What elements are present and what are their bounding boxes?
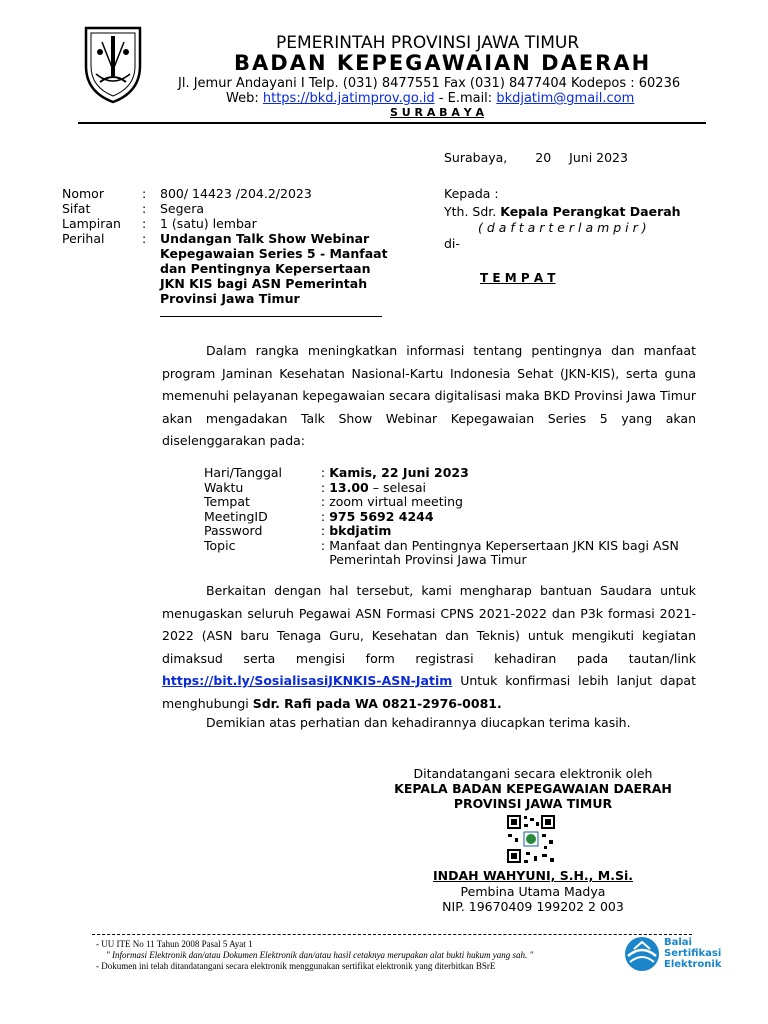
contact-person: Sdr. Rafi pada WA 0821-2976-0081. <box>252 695 502 711</box>
paragraph-request <box>162 580 696 715</box>
detail-row: Topic : Manfaat dan Pentingnya Kepersertaan JKN KIS bagi ASN Pemerintah Provinsi Jawa Timur <box>204 539 684 568</box>
email-label: - E.mail: <box>434 91 497 106</box>
meta-label: Nomor <box>62 186 104 201</box>
signatory-nip: NIP. 19670409 199202 2 003 <box>442 899 624 914</box>
recipient-kepada: Kepada : <box>444 186 499 201</box>
signature-title2: PROVINSI JAWA TIMUR <box>453 796 613 811</box>
web-link[interactable]: https://bkd.jatimprov.go.id <box>262 91 435 106</box>
recipient-di: di- <box>444 236 460 251</box>
meta-label: Perihal <box>62 231 105 246</box>
signature-block <box>380 766 686 811</box>
detail-row: MeetingID : 975 5692 4244 <box>204 510 684 525</box>
signatory-rank: Pembina Utama Madya <box>460 883 606 899</box>
footer-rule <box>92 934 692 935</box>
recipient-name: Kepala Perangkat Daerah <box>500 204 681 219</box>
detail-value: zoom virtual meeting <box>329 494 463 509</box>
yth-label: Yth. Sdr. <box>444 204 497 219</box>
bsre-logo <box>622 934 732 974</box>
detail-suffix: – selesai <box>368 479 426 495</box>
detail-label: Topic <box>204 537 236 553</box>
date-day: 20 <box>535 150 552 165</box>
detail-row: Tempat : zoom virtual meeting <box>204 495 684 510</box>
detail-label: MeetingID <box>204 508 268 524</box>
meta-value: 800/ 14423 /204.2/2023 <box>160 186 312 201</box>
signature-note: Ditandatangani secara elektronik oleh <box>413 766 653 781</box>
bsre-line1: Balai <box>664 937 692 948</box>
header-line1: PEMERINTAH PROVINSI JAWA TIMUR <box>276 33 580 53</box>
signature-qr-code <box>506 814 556 864</box>
header-line2: BADAN KEPEGAWAIAN DAERAH <box>234 51 652 75</box>
detail-label: Password <box>204 523 263 538</box>
meta-label: Lampiran <box>62 216 121 231</box>
recipient-tempat: T E M P A T <box>480 271 556 285</box>
detail-row: Hari/Tanggal : Kamis, 22 Juni 2023 <box>204 466 684 481</box>
meta-value: Segera <box>160 201 205 216</box>
meta-value: 1 (satu) lembar <box>160 216 257 231</box>
detail-value: bkdjatim <box>329 523 392 538</box>
meta-row: Perihal : Undangan Talk Show Webinar Kepegawaian Series 5 - Manfaat dan Pentingnya Kepersertaan JKN KIS bagi ASN Pemerintah Provinsi Jawa Timur <box>62 231 392 306</box>
header-address: Jl. Jemur Andayani I Telp. (031) 8477551 Fax (031) 8477404 Kodepos : 60236 <box>178 76 681 91</box>
province-logo <box>78 22 148 104</box>
detail-value: Manfaat dan Pentingnya Kepersertaan JKN KIS bagi ASN Pemerintah Provinsi Jawa Timur <box>329 537 679 567</box>
detail-value: 975 5692 4244 <box>329 508 434 524</box>
email-link[interactable]: bkdjatim@gmail.com <box>496 91 635 106</box>
recipient-yth <box>444 204 681 219</box>
detail-row: Waktu : 13.00 – selesai <box>204 479 426 495</box>
event-details <box>204 466 684 568</box>
detail-value: 13.00 <box>329 479 369 495</box>
meta-label: Sifat <box>62 201 91 216</box>
detail-label: Hari/Tanggal <box>204 465 283 480</box>
date-place: Surabaya, <box>444 150 508 165</box>
detail-label: Waktu <box>204 479 244 495</box>
footer-line1: - UU ITE No 11 Tahun 2008 Pasal 5 Ayat 1 <box>96 939 253 949</box>
paragraph-closing: Demikian atas perhatian dan kehadirannya diucapkan terima kasih. <box>206 715 631 730</box>
bsre-emblem-icon <box>622 934 662 974</box>
meta-row: Lampiran : 1 (satu) lembar <box>62 216 392 231</box>
meta-row: Sifat : Segera <box>62 201 392 216</box>
bsre-line3: Elektronik <box>664 959 722 970</box>
signatory-name: INDAH WAHYUNI, S.H., M.Si. <box>432 868 634 883</box>
header-city: S U R A B A Y A <box>390 106 485 119</box>
footer-line2: " Informasi Elektronik dan/atau Dokumen Elektronik dan/atau hasil cetaknya merupakan alat bukti hukum yang sah. " <box>106 950 534 960</box>
footer-legal <box>96 939 596 972</box>
footer-line3: - Dokumen ini telah ditandatangani secara elektronik menggunakan sertifikat elektronik yang diterbitkan BSrE <box>96 961 496 971</box>
meta-subject: Undangan Talk Show Webinar Kepegawaian Series 5 - Manfaat dan Pentingnya Kepersertaan JKN KIS bagi ASN Pemerintah Provinsi Jawa Timur <box>160 231 388 306</box>
signatory-block <box>380 868 686 915</box>
request-text-2: Untuk konfirmasi lebih lanjut dapat menghubungi <box>162 673 696 711</box>
header-contact <box>226 91 634 106</box>
recipient-note: ( d a f t a r t e r l a m p i r ) <box>478 220 647 235</box>
subject-underline <box>160 316 382 317</box>
detail-row: Password : bkdjatim <box>204 524 684 539</box>
request-text: Berkaitan dengan hal tersebut, kami mengharap bantuan Saudara untuk menugaskan seluruh Pegawai ASN Formasi CPNS 2021-2022 dan P3k formasi 2021-2022 (ASN baru Tenaga Guru, Kesehatan dan Teknis) untuk mengikuti kegiatan dimaksud serta mengisi form registrasi kehadiran pada tautan/link <box>162 583 696 666</box>
paragraph-intro: Dalam rangka meningkatkan informasi tentang pentingnya dan manfaat program Jaminan Kesehatan Nasional-Kartu Indonesia Sehat (JKN-KIS), serta guna memenuhi pelayanan kepegawaian secara digitalisasi maka BKD Provinsi Jawa Timur akan mengadakan Talk Show Webinar Kepegawaian Series 5 yang akan diselenggarakan pada: <box>162 343 696 448</box>
letter-date <box>444 150 628 165</box>
web-label: Web: <box>226 91 263 106</box>
detail-value: Kamis, 22 Juni 2023 <box>329 465 469 480</box>
bsre-line2: Sertifikasi <box>664 948 722 959</box>
meta-row: Nomor : 800/ 14423 /204.2/2023 <box>62 186 392 201</box>
header-rule-thick <box>78 122 706 124</box>
meta-table <box>62 186 392 306</box>
registration-link[interactable]: https://bit.ly/SosialisasiJKNKIS-ASN-Jatim <box>162 673 453 688</box>
detail-label: Tempat <box>204 494 250 509</box>
signature-title1: KEPALA BADAN KEPEGAWAIAN DAERAH <box>394 781 672 796</box>
date-month-year: Juni 2023 <box>569 150 628 165</box>
